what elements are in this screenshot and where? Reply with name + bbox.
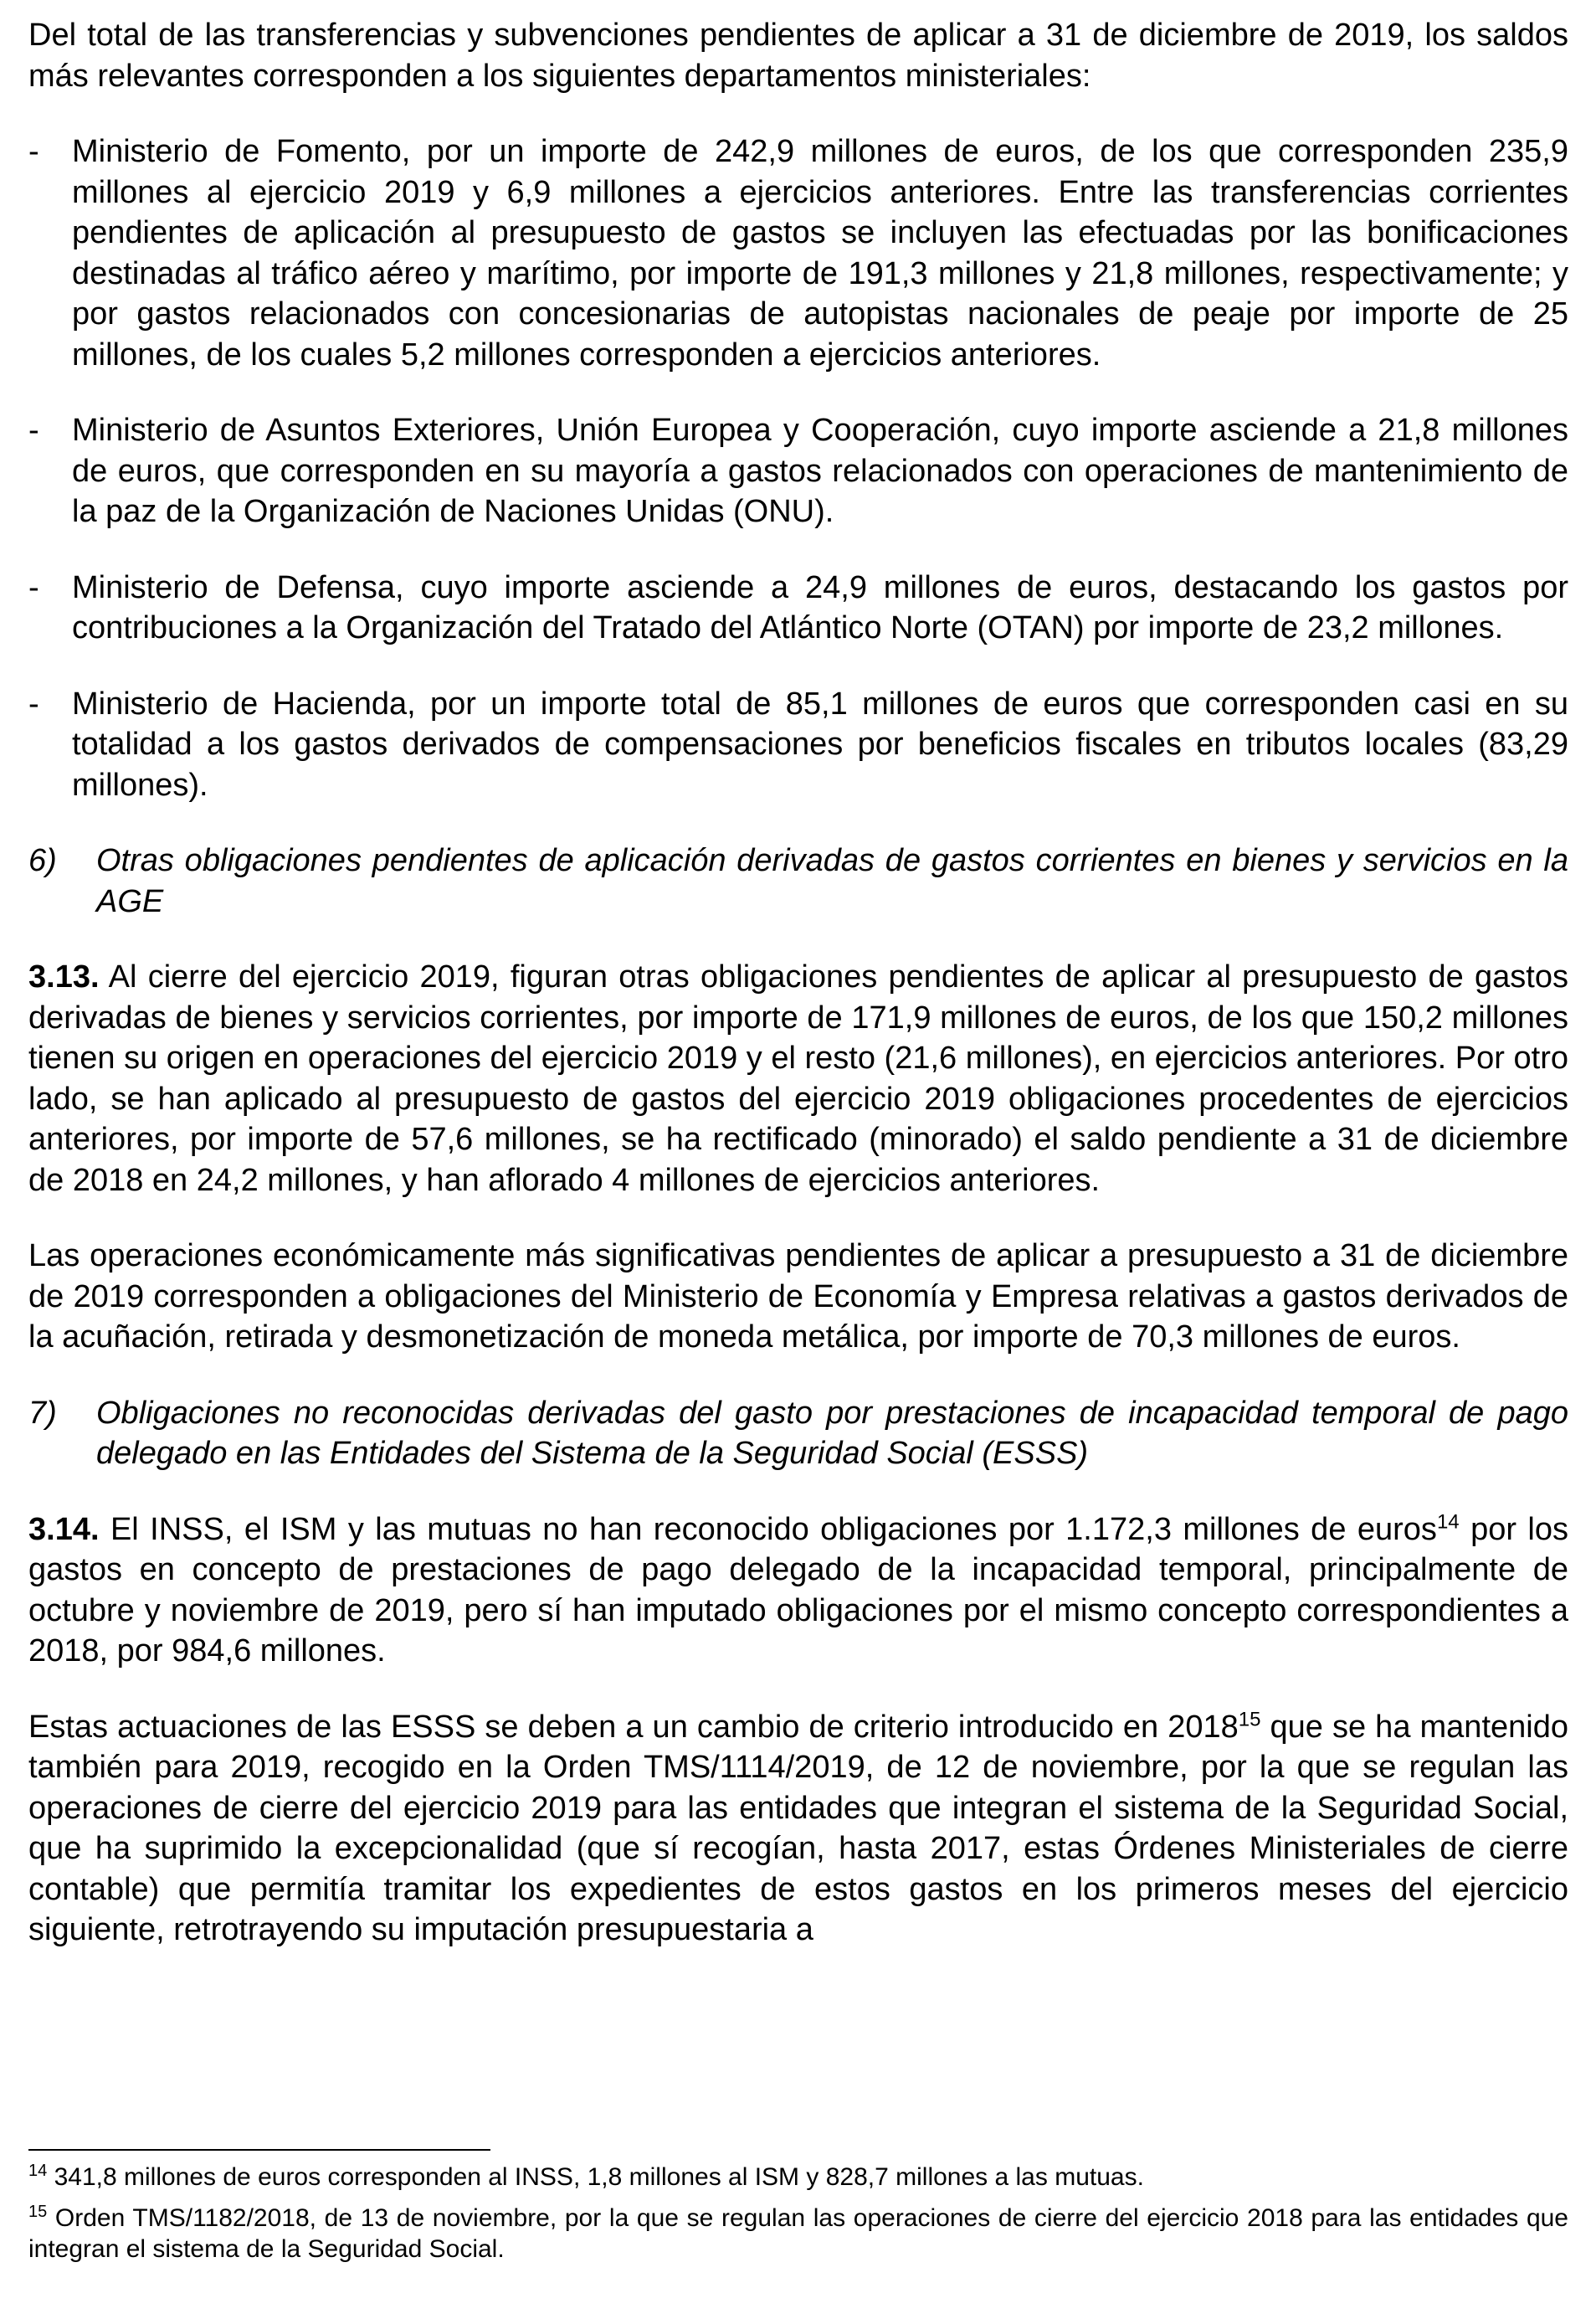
paragraph-3-13-continued: Las operaciones económicamente más significativas pendientes de aplicar a presupuesto a 31 de diciembre de 2019 corresponden a obligaciones del Ministerio de Economía y Empresa relativas a gastos derivados de la acuñación, retirada y desmonetización de moneda metálica, por importe de 70,3 millones de euros. <box>28 1238 1568 1355</box>
heading-text: Obligaciones no reconocidas derivadas del gasto por prestaciones de incapacidad temporal de pago delegado en las Entidades del Sistema de la Seguridad Social (ESSS) <box>96 1395 1568 1471</box>
paragraph-text: que se ha mantenido también para 2019, recogido en la Orden TMS/1114/2019, de 12 de noviembre, por la que se regulan las operaciones de cierre del ejercicio 2019 para las entidades que integran el sistema de la Seguridad Social, que ha suprimido la excepcionalidad (que sí recogían, hasta 2017, estas Órdenes Ministeriales de cierre contable) que permitía tramitar los expedientes de estos gastos en los primeros meses del ejercicio siguiente, retrotrayendo su imputación presupuestaria a <box>28 1709 1568 1947</box>
footnote-ref-15[interactable]: 15 <box>1238 1707 1261 1730</box>
heading-number: 6) <box>28 843 57 878</box>
footnote-number: 15 <box>28 2203 48 2221</box>
bullet-text: Ministerio de Fomento, por un importe de 242,9 millones de euros, de los que corresponden 235,9 millones al ejercicio 2019 y 6,9 millones a ejercicios anteriores. Entre las transferencias corrientes pendientes de aplicación al presupuesto de gastos se incluyen las efectuadas por las bonificaciones destinadas al tráfico aéreo y marítimo, por importe de 191,3 millones y 21,8 millones, respectivamente; y por gastos relacionados con concesionarias de autopistas nacionales de peaje por importe de 25 millones, de los cuales 5,2 millones corresponden a ejercicios anteriores. <box>72 134 1568 373</box>
section-heading-7 <box>28 1393 1568 1474</box>
bullet-marker: - <box>28 686 39 722</box>
heading-number: 7) <box>28 1395 57 1431</box>
footnote-14 <box>28 2162 1568 2193</box>
document-body <box>28 15 1568 1951</box>
paragraph-text: El INSS, el ISM y las mutuas no han reconocido obligaciones por 1.172,3 millones de euros <box>99 1511 1437 1547</box>
paragraph-3-13 <box>28 957 1568 1201</box>
footnote-ref-14[interactable]: 14 <box>1436 1509 1460 1533</box>
footnote-separator <box>28 2149 490 2151</box>
paragraph-text: Estas actuaciones de las ESSS se deben a un cambio de criterio introducido en 2018 <box>28 1709 1239 1745</box>
paragraph-3-14 <box>28 1509 1568 1672</box>
bullet-marker: - <box>28 413 39 448</box>
bullet-item-fomento <box>28 131 1568 375</box>
bullet-marker: - <box>28 569 39 605</box>
section-heading-6 <box>28 841 1568 922</box>
footnote-number: 14 <box>28 2162 48 2180</box>
footnote-text: Orden TMS/1182/2018, de 13 de noviembre, por la que se regulan las operaciones de cierre del ejercicio 2018 para las entidades que integran el sistema de la Seguridad Social. <box>28 2204 1568 2263</box>
paragraph-text: por los gastos en concepto de prestaciones de pago delegado de la incapacidad temporal, principalmente de octubre y noviembre de 2019, pero sí han imputado obligaciones por el mismo concepto correspondientes a 2018, por 984,6 millones. <box>28 1511 1568 1668</box>
bullet-item-hacienda <box>28 684 1568 806</box>
bullet-item-defensa <box>28 568 1568 649</box>
bullet-text: Ministerio de Hacienda, por un importe total de 85,1 millones de euros que corresponden casi en su totalidad a los gastos derivados de compensaciones por beneficios fiscales en tributos locales (83,29 millones). <box>72 686 1568 803</box>
footnote-15 <box>28 2203 1568 2265</box>
paragraph-3-14-continued <box>28 1707 1568 1951</box>
paragraph-label: 3.13. <box>28 959 100 995</box>
footnotes <box>28 2162 1568 2275</box>
paragraph-text: Al cierre del ejercicio 2019, figuran otras obligaciones pendientes de aplicar al presupuesto de gastos derivadas de bienes y servicios corrientes, por importe de 171,9 millones de euros, de los que 150,2 millones tienen su origen en operaciones del ejercicio 2019 y el resto (21,6 millones), en ejercicios anteriores. Por otro lado, se han aplicado al presupuesto de gastos del ejercicio 2019 obligaciones procedentes de ejercicios anteriores, por importe de 57,6 millones, se ha rectificado (minorado) el saldo pendiente a 31 de diciembre de 2018 en 24,2 millones, y han aflorado 4 millones de ejercicios anteriores. <box>28 959 1568 1198</box>
intro-paragraph: Del total de las transferencias y subvenciones pendientes de aplicar a 31 de diciembre de 2019, los saldos más relevantes corresponden a los siguientes departamentos ministeriales: <box>28 18 1568 94</box>
paragraph-label: 3.14. <box>28 1511 100 1547</box>
heading-text: Otras obligaciones pendientes de aplicación derivadas de gastos corrientes en bienes y servicios en la AGE <box>96 843 1568 919</box>
bullet-item-exteriores <box>28 410 1568 532</box>
bullet-text: Ministerio de Defensa, cuyo importe asciende a 24,9 millones de euros, destacando los gastos por contribuciones a la Organización del Tratado del Atlántico Norte (OTAN) por importe de 23,2 millones. <box>72 569 1568 645</box>
footnote-text: 341,8 millones de euros corresponden al INSS, 1,8 millones al ISM y 828,7 millones a las mutuas. <box>47 2163 1144 2191</box>
bullet-marker: - <box>28 134 39 169</box>
bullet-text: Ministerio de Asuntos Exteriores, Unión Europea y Cooperación, cuyo importe asciende a 21,8 millones de euros, que corresponden en su mayoría a gastos relacionados con operaciones de mantenimiento de la paz de la Organización de Naciones Unidas (ONU). <box>72 413 1568 529</box>
